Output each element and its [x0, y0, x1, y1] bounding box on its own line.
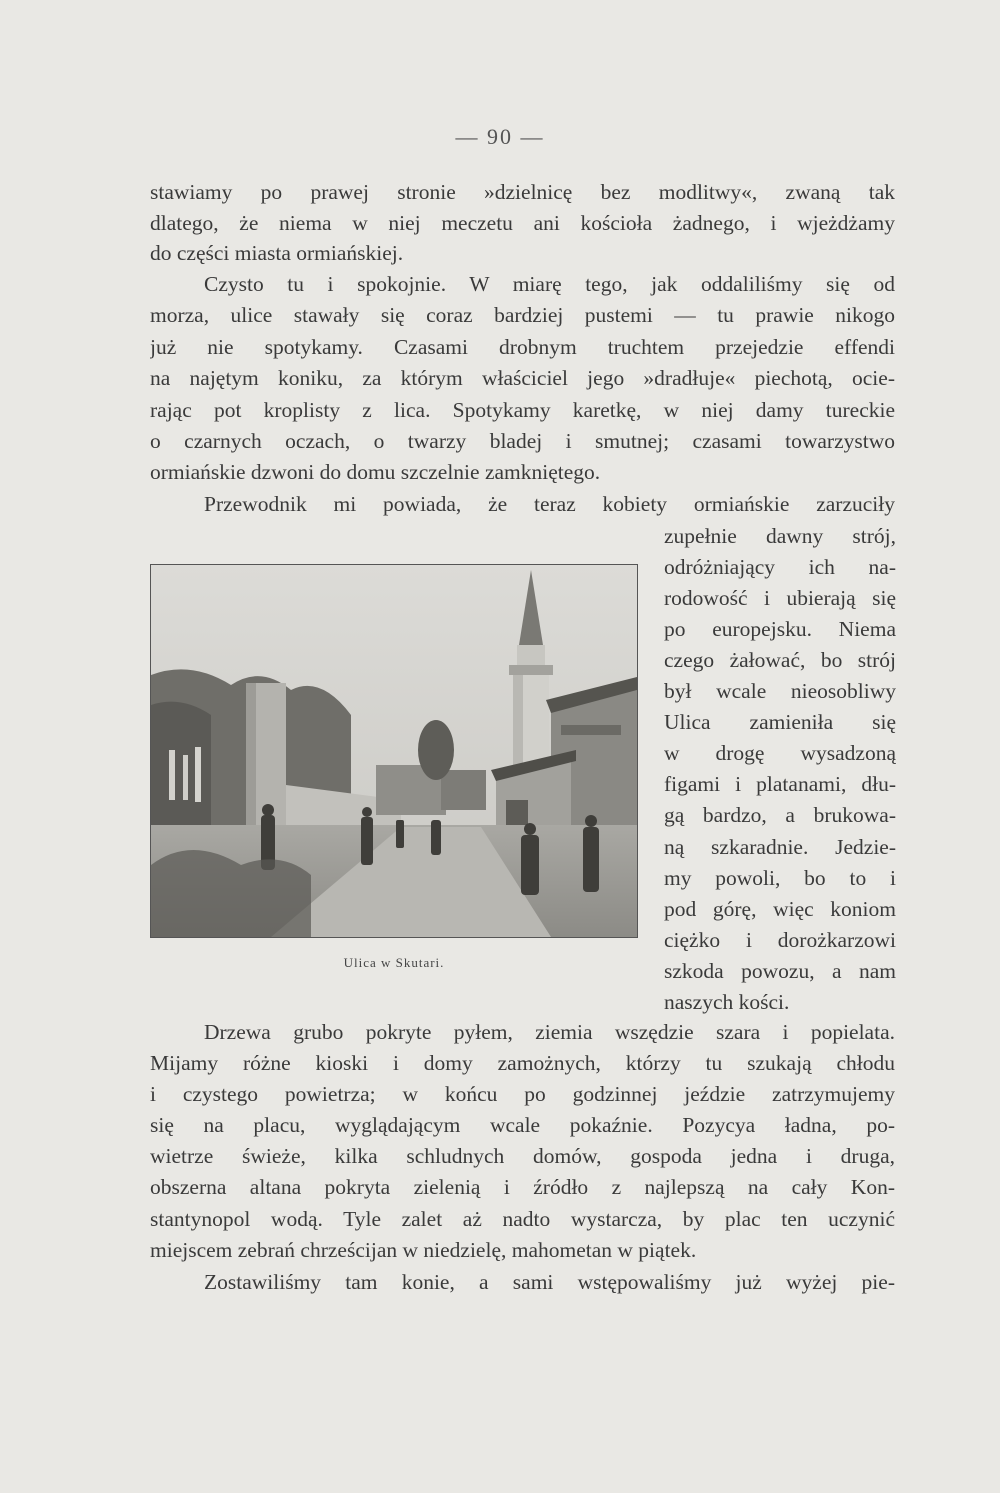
text-line: rając pot kroplisty z lica. Spotykamy karetkę, w niej damy tureckie: [150, 398, 895, 422]
text-line: miejscem zebrań chrześcijan w niedzielę, mahometan w piątek.: [150, 1238, 697, 1262]
side-text-line: gą bardzo, a brukowa-: [664, 803, 896, 827]
side-text-line: szkoda powozu, a nam: [664, 959, 896, 983]
side-text-line: po europejsku. Niema: [664, 617, 896, 641]
side-text-line: ciężko i dorożkarzowi: [664, 928, 896, 952]
side-text-line: figami i platanami, dłu-: [664, 772, 896, 796]
street-illustration: [150, 564, 638, 938]
figure-caption: Ulica w Skutari.: [343, 955, 445, 970]
side-text-line: był wcale nieosobliwy: [664, 679, 896, 703]
text-line: Zostawiliśmy tam konie, a sami wstępowaliśmy już wyżej pie-: [204, 1270, 895, 1294]
side-text-line: my powoli, bo to i: [664, 866, 896, 890]
side-text-line: w drogę wysadzoną: [664, 741, 896, 765]
side-text-line: Ulica zamieniła się: [664, 710, 896, 734]
side-text-line: odróżniający ich na-: [664, 555, 896, 579]
text-line: ormiańskie dzwoni do domu szczelnie zamkniętego.: [150, 460, 601, 484]
text-line: obszerna altana pokryta zielenią i źródło z najlepszą na cały Kon-: [150, 1175, 895, 1199]
text-line: na najętym koniku, za którym właściciel jego »dradłuje« piechotą, ocie-: [150, 366, 895, 390]
side-text-line: pod górę, więc koniom: [664, 897, 896, 921]
text-line: o czarnych oczach, o twarzy bladej i smutnej; czasami towarzystwo: [150, 429, 895, 453]
side-text-line: czego żałować, bo strój: [664, 648, 896, 672]
text-line: i czystego powietrza; w końcu po godzinnej jeździe zatrzymujemy: [150, 1082, 895, 1106]
text-line: stantynopol wodą. Tyle zalet aż nadto wystarcza, by plac ten uczynić: [150, 1207, 895, 1231]
text-line: się na placu, wyglądającym wcale pokaźnie. Pozycya ładna, po-: [150, 1113, 895, 1137]
text-line: Drzewa grubo pokryte pyłem, ziemia wszędzie szara i popielata.: [204, 1020, 895, 1044]
text-line: morza, ulice stawały się coraz bardziej pustemi — tu prawie nikogo: [150, 303, 895, 327]
text-line: wietrze świeże, kilka schludnych domów, gospoda jedna i druga,: [150, 1144, 895, 1168]
text-line: stawiamy po prawej stronie »dzielnicę bez modlitwy«, zwaną tak: [150, 180, 895, 204]
text-line: Mijamy różne kioski i domy zamożnych, którzy tu szukają chłodu: [150, 1051, 895, 1075]
text-line: Przewodnik mi powiada, że teraz kobiety ormiańskie zarzuciły: [204, 492, 895, 516]
side-text-line: zupełnie dawny strój,: [664, 524, 896, 548]
text-line: do części miasta ormiańskiej.: [150, 241, 404, 265]
page-number: — 90 —: [455, 124, 545, 149]
side-text-line: rodowość i ubierają się: [664, 586, 896, 610]
text-line: już nie spotykamy. Czasami drobnym truchtem przejedzie effendi: [150, 335, 895, 359]
text-line: Czysto tu i spokojnie. W miarę tego, jak oddaliliśmy się od: [204, 272, 895, 296]
side-text-line: naszych kości.: [664, 990, 790, 1014]
text-line: dlatego, że niema w niej meczetu ani kościoła żadnego, i wjeżdżamy: [150, 211, 895, 235]
side-text-line: ną szkaradnie. Jedzie-: [664, 835, 896, 859]
